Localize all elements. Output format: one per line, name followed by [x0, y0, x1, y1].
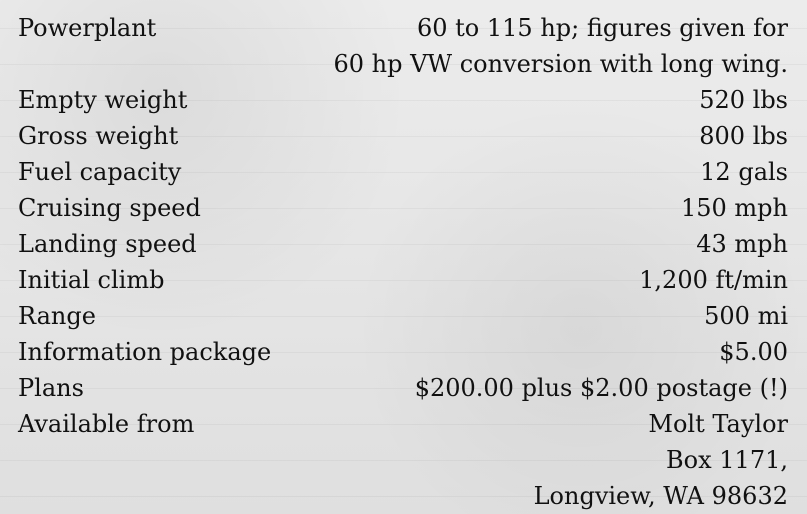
spec-label: Landing speed — [18, 230, 197, 258]
spec-value: $5.00 — [719, 338, 788, 366]
spec-label: Gross weight — [18, 122, 179, 150]
spec-value-line: 60 hp VW conversion with long wing. — [333, 50, 788, 78]
spec-value-line: 60 to 115 hp; figures given for — [416, 14, 788, 42]
spec-row-powerplant — [18, 10, 788, 82]
aircraft-specifications-table — [18, 10, 788, 514]
spec-label: Range — [18, 302, 96, 330]
spec-label: Information package — [18, 338, 272, 366]
spec-value: $200.00 plus $2.00 postage (!) — [414, 374, 788, 402]
spec-label: Fuel capacity — [18, 158, 182, 186]
spec-row-information-package — [18, 334, 788, 370]
spec-value: 1,200 ft/min — [639, 266, 788, 294]
spec-row-gross-weight — [18, 118, 788, 154]
spec-label: Cruising speed — [18, 194, 201, 222]
spec-label: Plans — [18, 374, 84, 402]
spec-row-cruising-speed — [18, 190, 788, 226]
spec-value: 12 gals — [700, 158, 788, 186]
spec-value: 43 mph — [696, 230, 788, 258]
spec-label: Available from — [18, 410, 195, 438]
spec-value-line: Box 1171, — [666, 446, 788, 474]
spec-row-initial-climb — [18, 262, 788, 298]
spec-value — [318, 406, 788, 514]
spec-row-range — [18, 298, 788, 334]
spec-label: Powerplant — [18, 14, 157, 42]
spec-label: Empty weight — [18, 86, 188, 114]
spec-value — [318, 10, 788, 82]
spec-label: Initial climb — [18, 266, 165, 294]
spec-value: 800 lbs — [699, 122, 788, 150]
spec-value: 500 mi — [704, 302, 788, 330]
spec-value-line: Molt Taylor — [648, 410, 788, 438]
spec-row-fuel-capacity — [18, 154, 788, 190]
spec-row-available-from — [18, 406, 788, 514]
spec-value: 520 lbs — [699, 86, 788, 114]
spec-row-landing-speed — [18, 226, 788, 262]
spec-value: 150 mph — [680, 194, 788, 222]
spec-value-line: Longview, WA 98632 — [533, 482, 788, 510]
spec-row-plans — [18, 370, 788, 406]
spec-row-empty-weight — [18, 82, 788, 118]
